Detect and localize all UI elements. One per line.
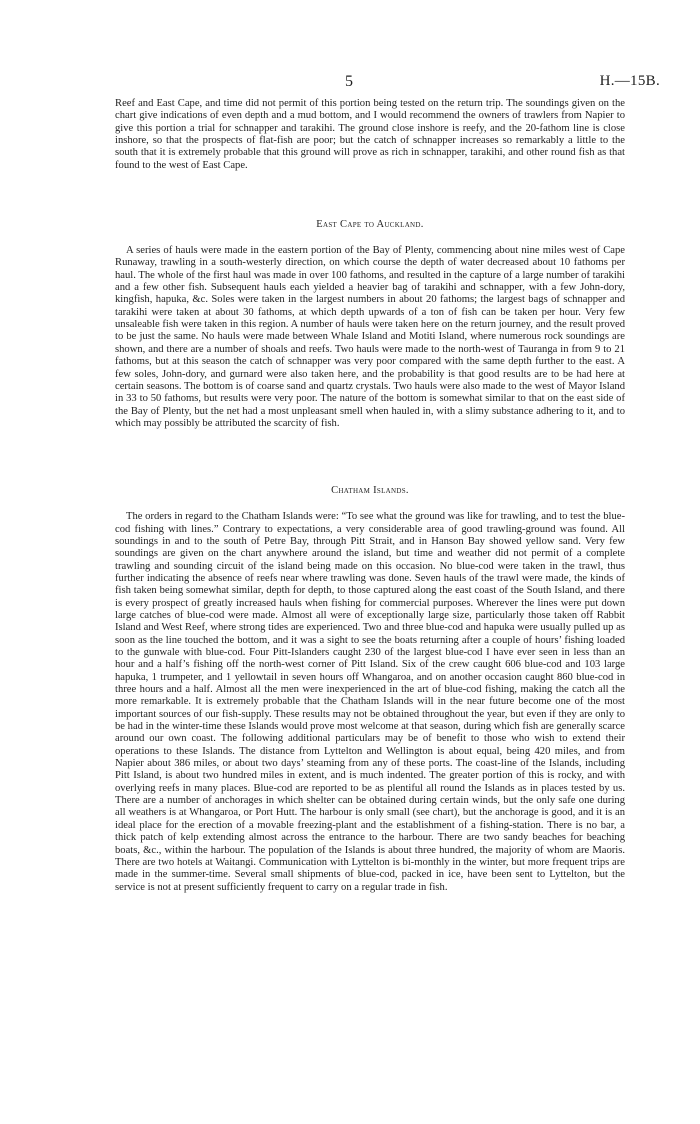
east-cape-paragraph: A series of hauls were made in the eastern portion of the Bay of Plenty, commencing about nine miles west of Cape Runaway, trawling in a south-westerly direction, on which course the depth of water decreased about 10 fathoms per haul. The whole of the first haul was made in over 100 fathoms, and resulted in the capture of a large number of tarakihi and a few other fish. Subsequent hauls each yielded a heavier bag of tarakihi and schnapper, with a few John-dory, kingfish, hapuka, &c. Soles were taken in the largest numbers in about 20 fathoms; the largest bags of schnapper and tarakihi were taken at about 30 fathoms, at which depth upwards of a ton of fish can be taken per hour. Very few unsaleable fish were taken in this region. A number of hauls were taken here on the return journey, and the result proved to be just the same. No hauls were made between Whale Island and Motiti Island, where numerous rock soundings are shown, and there are a number of shoals and reefs. Two hauls were made to the north-west of Tauranga in from 9 to 21 fathoms, but at this season the catch of schnapper was very poor compared with the same depth further to the east. A few soles, John-dory, and gurnard were also taken here, and the probability is that good results are to be had here at certain seasons. The bottom is of coarse sand and quartz crystals. Two hauls were also made to the west of Mayor Island in 33 to 50 fathoms, but results were very poor. The nature of the bottom is somewhat similar to that on the east side of the Bay of Plenty, but the net had a most unpleasant smell when hauled in, with a slimy substance adhering to it, and to which may possibly be attributed the scarcity of fish. [115, 245, 625, 429]
document-reference: H.—15B. [599, 73, 660, 89]
section-heading-chatham: Chatham Islands. [331, 485, 409, 497]
chatham-paragraph: The orders in regard to the Chatham Islands were: “To see what the ground was like for trawling, and to test the blue-cod fishing with lines.” Contrary to expectations, a very considerable area of good trawling-ground was found. All soundings in and to the south of Petre Bay, through Pitt Strait, and in Hanson Bay showed yellow sand. Very few soundings are given on the chart anywhere around the island, but time and weather did not permit of a complete trawling and sounding circuit of the island being made on this occasion. No blue-cod were taken in the trawl, thus further indicating the absence of reefs near where trawling was done. Seven hauls of the trawl were made, the kinds of fish taken being somewhat similar, depth for depth, to those captured along the east coast of the South Island, and there is every prospect of greatly increased hauls when fishing for commercial purposes. Wherever the lines were put down large catches of blue-cod were made. Almost all were of exceptionally large size, particularly those taken off Rabbit Island and West Reef, where strong tides are experienced. Two and three blue-cod and hapuka were usually pulled up as soon as the line touched the bottom, and it was a sight to see the boats returning after a couple of hours’ fishing loaded to the gunwale with blue-cod. Four Pitt-Islanders caught 230 of the largest blue-cod I have ever seen in less than an hour and a half’s fishing off the north-west corner of Pitt Island. Six of the crew caught 606 blue-cod and 103 large hapuka, 1 trumpeter, and 1 yellowtail in seven hours off Whangaroa, and on another occasion caught 860 blue-cod in three hours and a half. Almost all the men were inexperienced in the art of blue-cod fishing, making the catch all the more remarkable. It is extremely probable that the Chatham Islands will in the near future become one of the most important sources of our fish-supply. These results may not be obtained throughout the year, but even if they are only to be had in the winter-time these Islands would prove most welcome at that season, during which fish are generally scarce around our own coast. The following additional particulars may be of benefit to those who wish to extend their operations to these Islands. The distance from Lyttelton and Wellington is about equal, being 420 miles, and from Napier about 386 miles, or about two days’ steaming from any of these ports. The coast-line of the Islands, including Pitt Island, is about two hundred miles in extent, and is much indented. The greater portion of this is rocky, and with overlying reefs in many places. Blue-cod are reported to be as plentiful all round the Islands as in places tested by us. There are a number of anchorages in which shelter can be obtained during certain winds, but the only safe one during all weathers is at Whangaroa, or Port Hutt. The harbour is only small (see chart), but the anchorage is good, and it is an ideal place for the erection of a movable freezing-plant and the establishment of a fishing-station. There is no bar, a thick patch of kelp extending almost across the entrance to the harbour. There are two sandy beaches for beaching boats, &c., within the harbour. The population of the Islands is about three hundred, the majority of whom are Maoris. There are two hotels at Waitangi. Communication with Lyttelton is bi-monthly in the winter, but more frequent trips are made in the summer-time. Several small shipments of blue-cod, packed in ice, have been sent to Lyttelton, but the service is not at present sufficiently frequent to carry on a regular trade in fish. [115, 511, 625, 893]
section-heading-east-cape: East Cape to Auckland. [316, 219, 424, 231]
document-body [115, 98, 625, 894]
intro-paragraph: Reef and East Cape, and time did not permit of this portion being tested on the return trip. The soundings given on the chart give indications of even depth and a mud bottom, and I would recommend the owners of trawlers from Napier to give this portion a trial for schnapper and tarakihi. The ground close inshore is reefy, and the 20-fathom line is close inshore, so that the prospects of flat-fish are poor; but the catch of schnapper increases so remarkably a little to the south that it is extremely probable that this ground will prove as rich in schnapper, tarakihi, and other round fish as that found to the west of East Cape. [115, 98, 625, 171]
page-number: 5 [345, 73, 353, 90]
